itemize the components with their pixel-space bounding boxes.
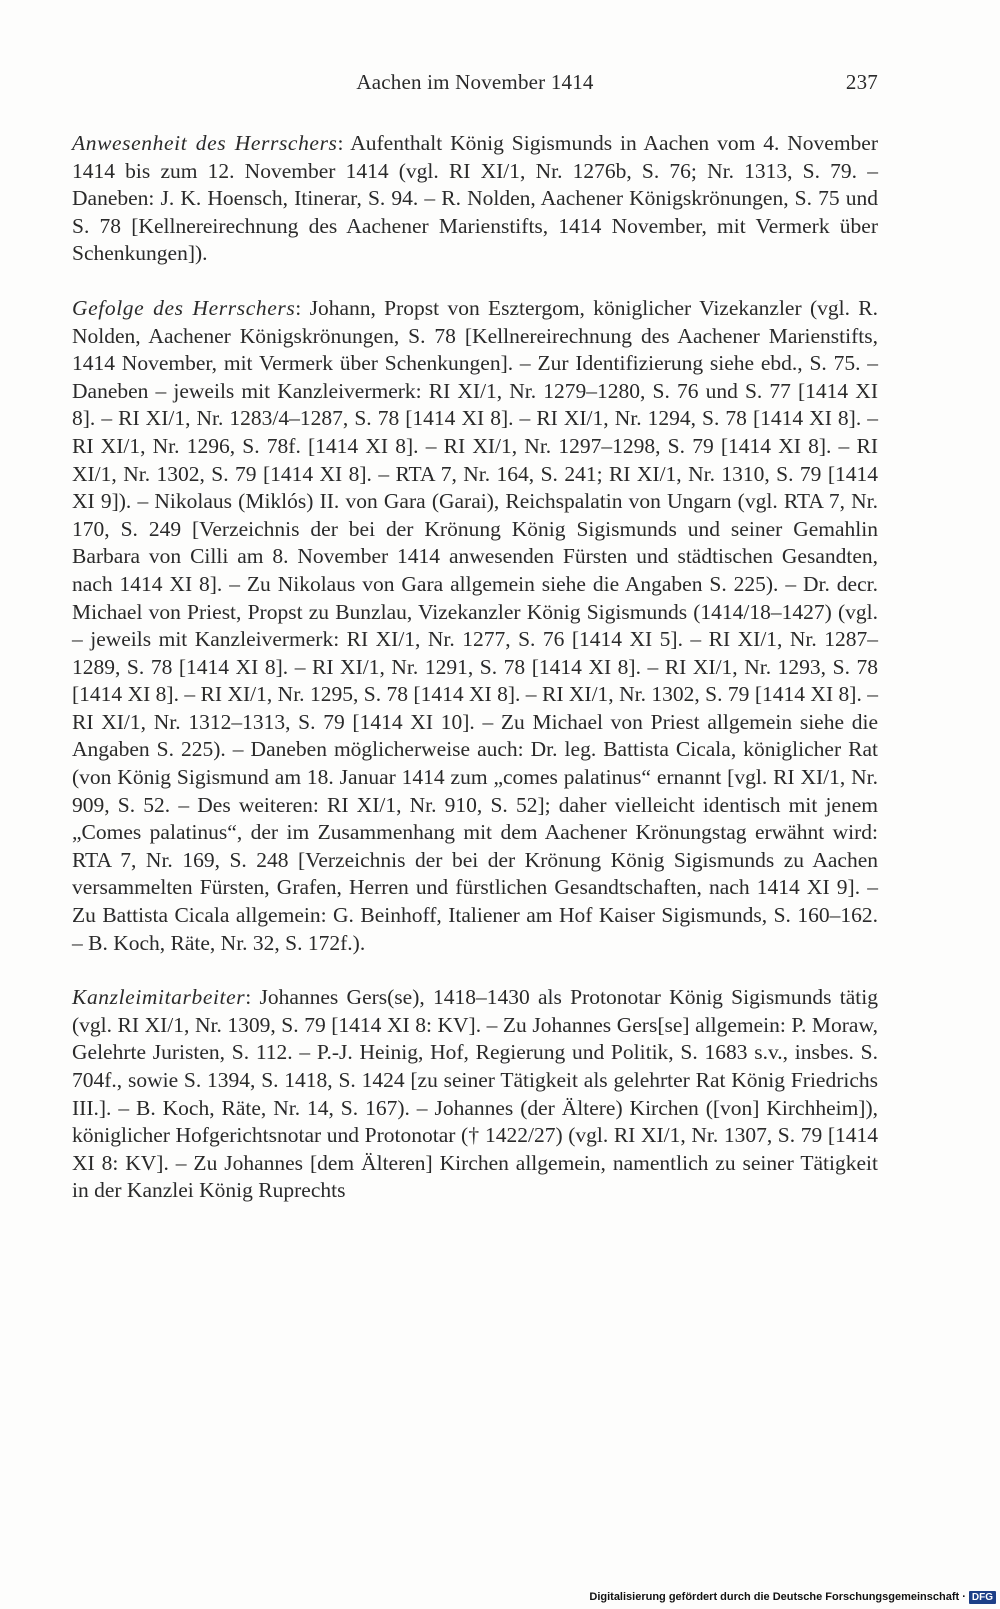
paragraph-gefolge: Gefolge des Herrschers: Johann, Propst von Esztergom, königlicher Vizekanzler (vgl. R. Nolden, Aachener Königskrönungen, S. 78 [Kellnereirechnung des Aachener Marienstifts, 1414 November, mit Vermerk über Schenkungen]. – Zur Identifizierung siehe ebd., S. 75. – Daneben – jeweils mit Kanzleivermerk: RI XI/1, Nr. 1279–1280, S. 76 und S. 77 [1414 XI 8]. – RI XI/1, Nr. 1283/4–1287, S. 78 [1414 XI 8]. – RI XI/1, Nr. 1294, S. 78 [1414 XI 8]. – RI XI/1, Nr. 1296, S. 78f. [1414 XI 8]. – RI XI/1, Nr. 1297–1298, S. 79 [1414 XI 8]. – RI XI/1, Nr. 1302, S. 79 [1414 XI 8]. – RTA 7, Nr. 164, S. 241; RI XI/1, Nr. 1310, S. 79 [1414 XI 9]). – Nikolaus (Miklós) II. von Gara (Garai), Reichspalatin von Ungarn (vgl. RTA 7, Nr. 170, S. 249 [Verzeichnis der bei der Krönung König Sigismunds und seiner Gemahlin Barbara von Cilli am 8. November 1414 anwesenden Fürsten und städtischen Gesandten, nach 1414 XI 8]. – Zu Nikolaus von Gara allgemein siehe die Angaben S. 225). – Dr. decr. Michael von Priest, Propst zu Bunzlau, Vizekanzler König Sigismunds (1414/18–1427) (vgl. – jeweils mit Kanzleivermerk: RI XI/1, Nr. 1277, S. 76 [1414 XI 5]. – RI XI/1, Nr. 1287–1289, S. 78 [1414 XI 8]. – RI XI/1, Nr. 1291, S. 78 [1414 XI 8]. – RI XI/1, Nr. 1293, S. 78 [1414 XI 8]. – RI XI/1, Nr. 1295, S. 78 [1414 XI 8]. – RI XI/1, Nr. 1302, S. 79 [1414 XI 8]. – RI XI/1, Nr. 1312–1313, S. 79 [1414 XI 10]. – Zu Michael von Priest allgemein siehe die Angaben S. 225). – Daneben möglicherweise auch: Dr. leg. Battista Cicala, königlicher Rat (von König Sigismund am 18. Januar 1414 zum „comes palatinus“ ernannt [vgl. RI XI/1, Nr. 909, S. 52. – Des weiteren: RI XI/1, Nr. 910, S. 52]; daher vielleicht identisch mit jenem „Comes palatinus“, der im Zusammenhang mit dem Aachener Krönungstag erwähnt wird: RTA 7, Nr. 169, S. 248 [Verzeichnis der bei der Krönung König Sigismunds zu Aachen versammelten Fürsten, Grafen, Herren und fürstlichen Gesandtschaften, nach 1414 XI 9]. – Zu Battista Cicala allgemein: G. Beinhoff, Italiener am Hof Kaiser Sigismunds, S. 160–162. – B. Koch, Räte, Nr. 32, S. 172f.). [72,295,878,955]
footer-credit: Digitalisierung gefördert durch die Deutsche Forschungsgemeinschaft · [589,1591,966,1603]
main-text [72,130,878,1232]
paragraph-label: Gefolge des Herrschers [72,295,296,320]
paragraph-text: Johann, Propst von Esztergom, königlicher Vizekanzler (vgl. R. Nolden, Aachener Königskrönungen, S. 78 [Kellnereirechnung des Aachener Marienstifts, 1414 November, mit Vermerk über Schenkungen]. – Zur Identifizierung siehe ebd., S. 75. – Daneben – jeweils mit Kanzleivermerk: RI XI/1, Nr. 1279–1280, S. 76 und S. 77 [1414 XI 8]. – RI XI/1, Nr. 1283/4–1287, S. 78 [1414 XI 8]. – RI XI/1, Nr. 1294, S. 78 [1414 XI 8]. – RI XI/1, Nr. 1296, S. 78f. [1414 XI 8]. – RI XI/1, Nr. 1297–1298, S. 79 [1414 XI 8]. – RI XI/1, Nr. 1302, S. 79 [1414 XI 8]. – RTA 7, Nr. 164, S. 241; RI XI/1, Nr. 1310, S. 79 [1414 XI 9]). – Nikolaus (Miklós) II. von Gara (Garai), Reichspalatin von Ungarn (vgl. RTA 7, Nr. 170, S. 249 [Verzeichnis der bei der Krönung König Sigismunds und seiner Gemahlin Barbara von Cilli am 8. November 1414 anwesenden Fürsten und städtischen Gesandten, nach 1414 XI 8]. – Zu Nikolaus von Gara allgemein siehe die Angaben S. 225). – Dr. decr. Michael von Priest, Propst zu Bunzlau, Vizekanzler König Sigismunds (1414/18–1427) (vgl. – jeweils mit Kanzleivermerk: RI XI/1, Nr. 1277, S. 76 [1414 XI 5]. – RI XI/1, Nr. 1287–1289, S. 78 [1414 XI 8]. – RI XI/1, Nr. 1291, S. 78 [1414 XI 8]. – RI XI/1, Nr. 1293, S. 78 [1414 XI 8]. – RI XI/1, Nr. 1295, S. 78 [1414 XI 8]. – RI XI/1, Nr. 1302, S. 79 [1414 XI 8]. – RI XI/1, Nr. 1312–1313, S. 79 [1414 XI 10]. – Zu Michael von Priest allgemein siehe die Angaben S. 225). – Daneben möglicherweise auch: Dr. leg. Battista Cicala, königlicher Rat (von König Sigismund am 18. Januar 1414 zum „comes palatinus“ ernannt [vgl. RI XI/1, Nr. 909, S. 52. – Des weiteren: RI XI/1, Nr. 910, S. 52]; daher vielleicht identisch mit jenem „Comes palatinus“, der im Zusammenhang mit dem Aachener Krönungstag erwähnt wird: RTA 7, Nr. 169, S. 248 [Verzeichnis der bei der Krönung König Sigismunds zu Aachen versammelten Fürsten, Grafen, Herren und fürstlichen Gesandtschaften, nach 1414 XI 9]. – Zu Battista Cicala allgemein: G. Beinhoff, Italiener am Hof Kaiser Sigismunds, S. 160–162. – B. Koch, Räte, Nr. 32, S. 172f.). [72,295,878,955]
paragraph-label: Kanzleimitarbeiter [72,985,246,1010]
running-title: Aachen im November 1414 [356,70,594,94]
page-number: 237 [845,70,878,94]
running-header [72,70,878,100]
paragraph-text: Johannes Gers(se), 1418–1430 als Protonotar König Sigismunds tätig (vgl. RI XI/1, Nr. 1309, S. 79 [1414 XI 8: KV]. – Zu Johannes Gers[se] allgemein: P. Moraw, Gelehrte Juristen, S. 112. – P.-J. Heinig, Hof, Regierung und Politik, S. 1683 s.v., insbes. S. 704f., sowie S. 1394, S. 1418, S. 1424 [zu seiner Tätigkeit als gelehrter Rat König Friedrichs III.]. – B. Koch, Räte, Nr. 14, S. 167). – Johannes (der Ältere) Kirchen ([von] Kirchheim]), königlicher Hofgerichtsnotar und Protonotar († 1422/27) (vgl. RI XI/1, Nr. 1307, S. 79 [1414 XI 8: KV]. – Zu Johannes [dem Älteren] Kirchen allgemein, namentlich zu seiner Tätigkeit in der Kanzlei König Ruprechts [72,985,878,1203]
paragraph-anwesenheit: Anwesenheit des Herrschers: Aufenthalt König Sigismunds in Aachen vom 4. November 1414 bis zum 12. November 1414 (vgl. RI XI/1, Nr. 1276b, S. 76; Nr. 1313, S. 79. – Daneben: J. K. Hoensch, Itinerar, S. 94. – R. Nolden, Aachener Königskrönungen, S. 75 und S. 78 [Kellnereirechnung des Aachener Marienstifts, 1414 November, mit Vermerk über Schenkungen]). [72,131,879,266]
dfg-logo-icon: DFG [969,1591,996,1604]
paragraph-text: Aufenthalt König Sigismunds in Aachen vom 4. November 1414 bis zum 12. November 1414 (vgl. RI XI/1, Nr. 1276b, S. 76; Nr. 1313, S. 79. – Daneben: J. K. Hoensch, Itinerar, S. 94. – R. Nolden, Aachener Königskrönungen, S. 75 und S. 78 [Kellnereirechnung des Aachener Marienstifts, 1414 November, mit Vermerk über Schenkungen]). [72,131,879,266]
paragraph-kanzleimitarbeiter: Kanzleimitarbeiter: Johannes Gers(se), 1418–1430 als Protonotar König Sigismunds tätig (vgl. RI XI/1, Nr. 1309, S. 79 [1414 XI 8: KV]. – Zu Johannes Gers[se] allgemein: P. Moraw, Gelehrte Juristen, S. 112. – P.-J. Heinig, Hof, Regierung und Politik, S. 1683 s.v., insbes. S. 704f., sowie S. 1394, S. 1418, S. 1424 [zu seiner Tätigkeit als gelehrter Rat König Friedrichs III.]. – B. Koch, Räte, Nr. 14, S. 167). – Johannes (der Ältere) Kirchen ([von] Kirchheim]), königlicher Hofgerichtsnotar und Protonotar († 1422/27) (vgl. RI XI/1, Nr. 1307, S. 79 [1414 XI 8: KV]. – Zu Johannes [dem Älteren] Kirchen allgemein, namentlich zu seiner Tätigkeit in der Kanzlei König Ruprechts [72,985,878,1203]
paragraph-label: Anwesenheit des Herrschers [72,131,338,155]
digitization-footer [589,1588,996,1606]
